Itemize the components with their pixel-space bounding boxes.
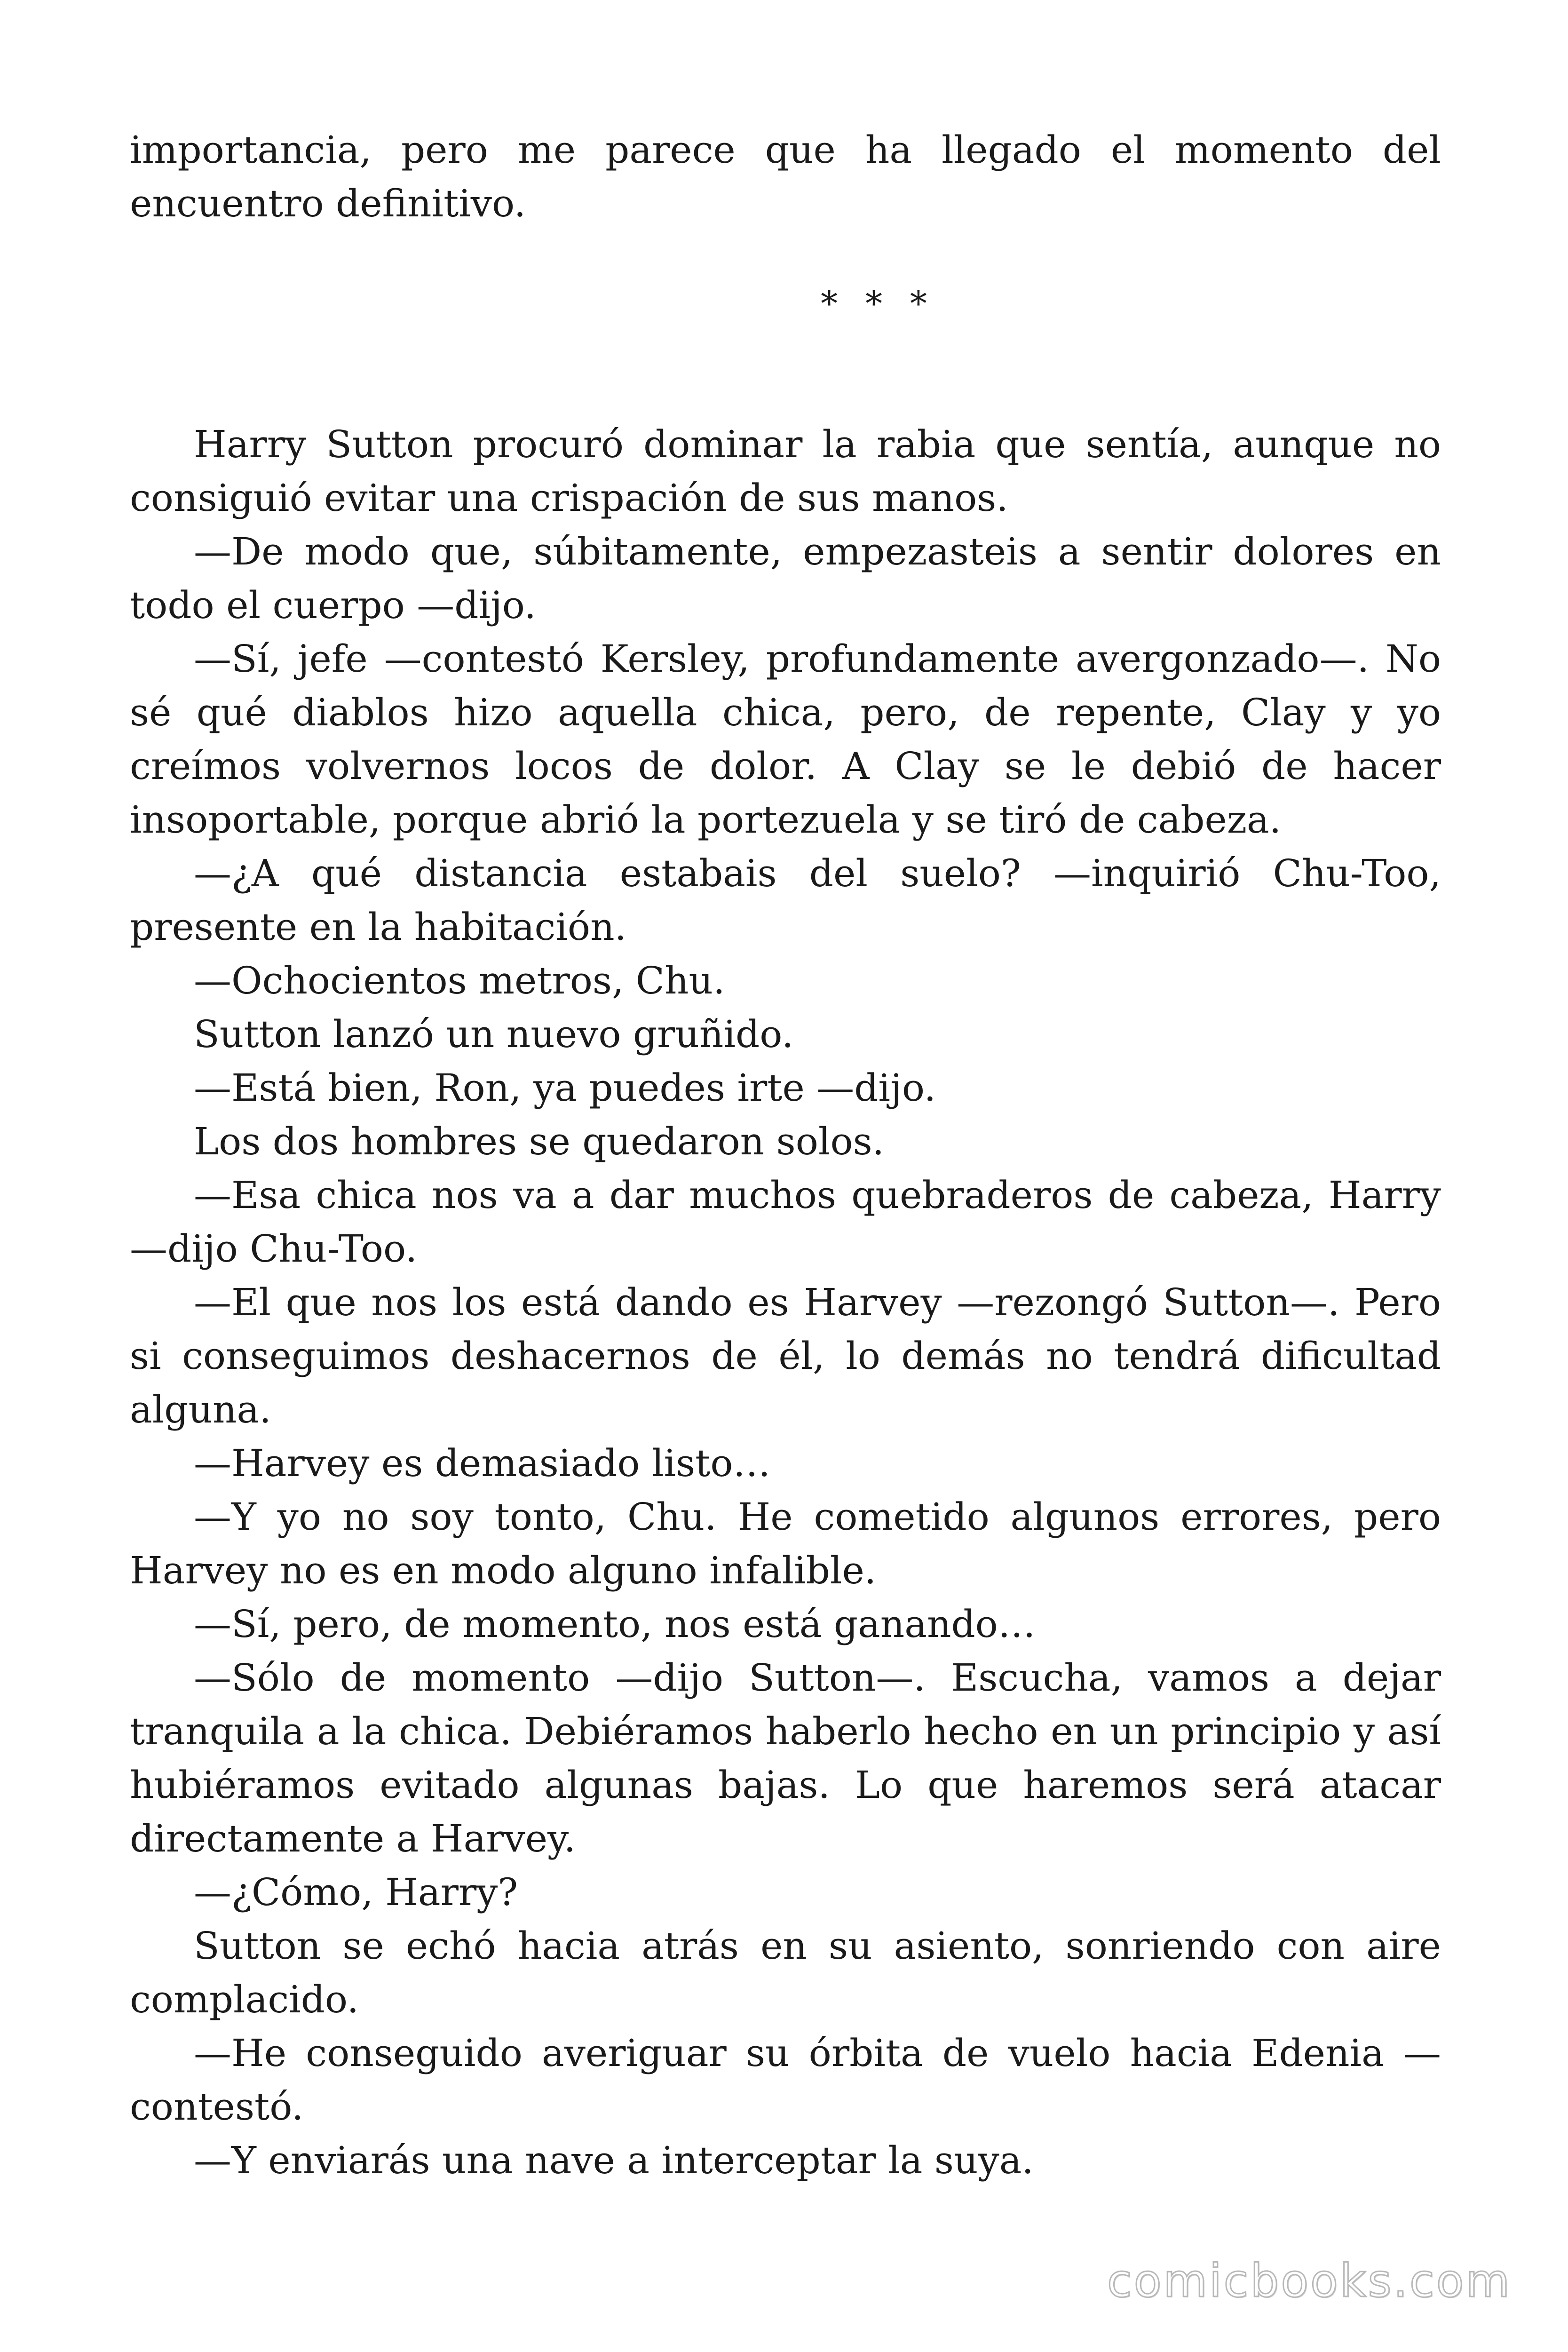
paragraph: Los dos hombres se quedaron solos. <box>194 1120 885 1163</box>
paragraph: —Esa chica nos va a dar muchos quebraderos de cabeza, Harry —dijo Chu-Too. <box>130 1173 1441 1271</box>
paragraph: —Sólo de momento —dijo Sutton—. Escucha, vamos a dejar tranquila a la chica. Debiéramos haberlo hecho en un principio y así hubiéramos evitado algunas bajas. Lo que haremos será atacar directamente a Harvey. <box>130 1656 1441 1860</box>
watermark: comicbooks.com <box>1107 2255 1512 2307</box>
paragraph: Harry Sutton procuró dominar la rabia que sentía, aunque no consiguió evitar una crispación de sus manos. <box>130 422 1441 520</box>
paragraph: —Está bien, Ron, ya puedes irte —dijo. <box>194 1066 936 1110</box>
paragraph: Sutton se echó hacia atrás en su asiento, sonriendo con aire complacido. <box>130 1924 1441 2021</box>
paragraph: —¿Cómo, Harry? <box>194 1870 518 1914</box>
top-paragraph-block <box>130 123 1441 230</box>
paragraph: —He conseguido averiguar su órbita de vuelo hacia Edenia — contestó. <box>130 2031 1441 2129</box>
main-text-block <box>130 418 1441 2187</box>
paragraph: —Y enviarás una nave a interceptar la suya. <box>194 2138 1034 2182</box>
paragraph: —Ochocientos metros, Chu. <box>194 959 725 1002</box>
paragraph: —¿A qué distancia estabais del suelo? —inquirió Chu-Too, presente en la habitación. <box>130 851 1441 949</box>
paragraph-continuation: importancia, pero me parece que ha llegado el momento del encuentro definitivo. <box>130 128 1441 225</box>
paragraph: —Y yo no soy tonto, Chu. He cometido algunos errores, pero Harvey no es en modo alguno infalible. <box>130 1495 1441 1592</box>
paragraph: —Sí, pero, de momento, nos está ganando… <box>194 1602 1036 1646</box>
paragraph: Sutton lanzó un nuevo gruñido. <box>194 1012 794 1056</box>
paragraph: —Sí, jefe —contestó Kersley, profundamente avergonzado—. No sé qué diablos hizo aquella chica, pero, de repente, Clay y yo creímos volvernos locos de dolor. A Clay se le debió de hacer insoportable, porque abrió la portezuela y se tiró de cabeza. <box>130 637 1441 842</box>
paragraph: —El que nos los está dando es Harvey —rezongó Sutton—. Pero si conseguimos deshacernos de él, lo demás no tendrá dificultad alguna. <box>130 1280 1441 1431</box>
paragraph: —Harvey es demasiado listo… <box>194 1441 771 1485</box>
scene-break-separator: * * * <box>821 284 935 323</box>
paragraph: —De modo que, súbitamente, empezasteis a sentir dolores en todo el cuerpo —dijo. <box>130 530 1441 627</box>
